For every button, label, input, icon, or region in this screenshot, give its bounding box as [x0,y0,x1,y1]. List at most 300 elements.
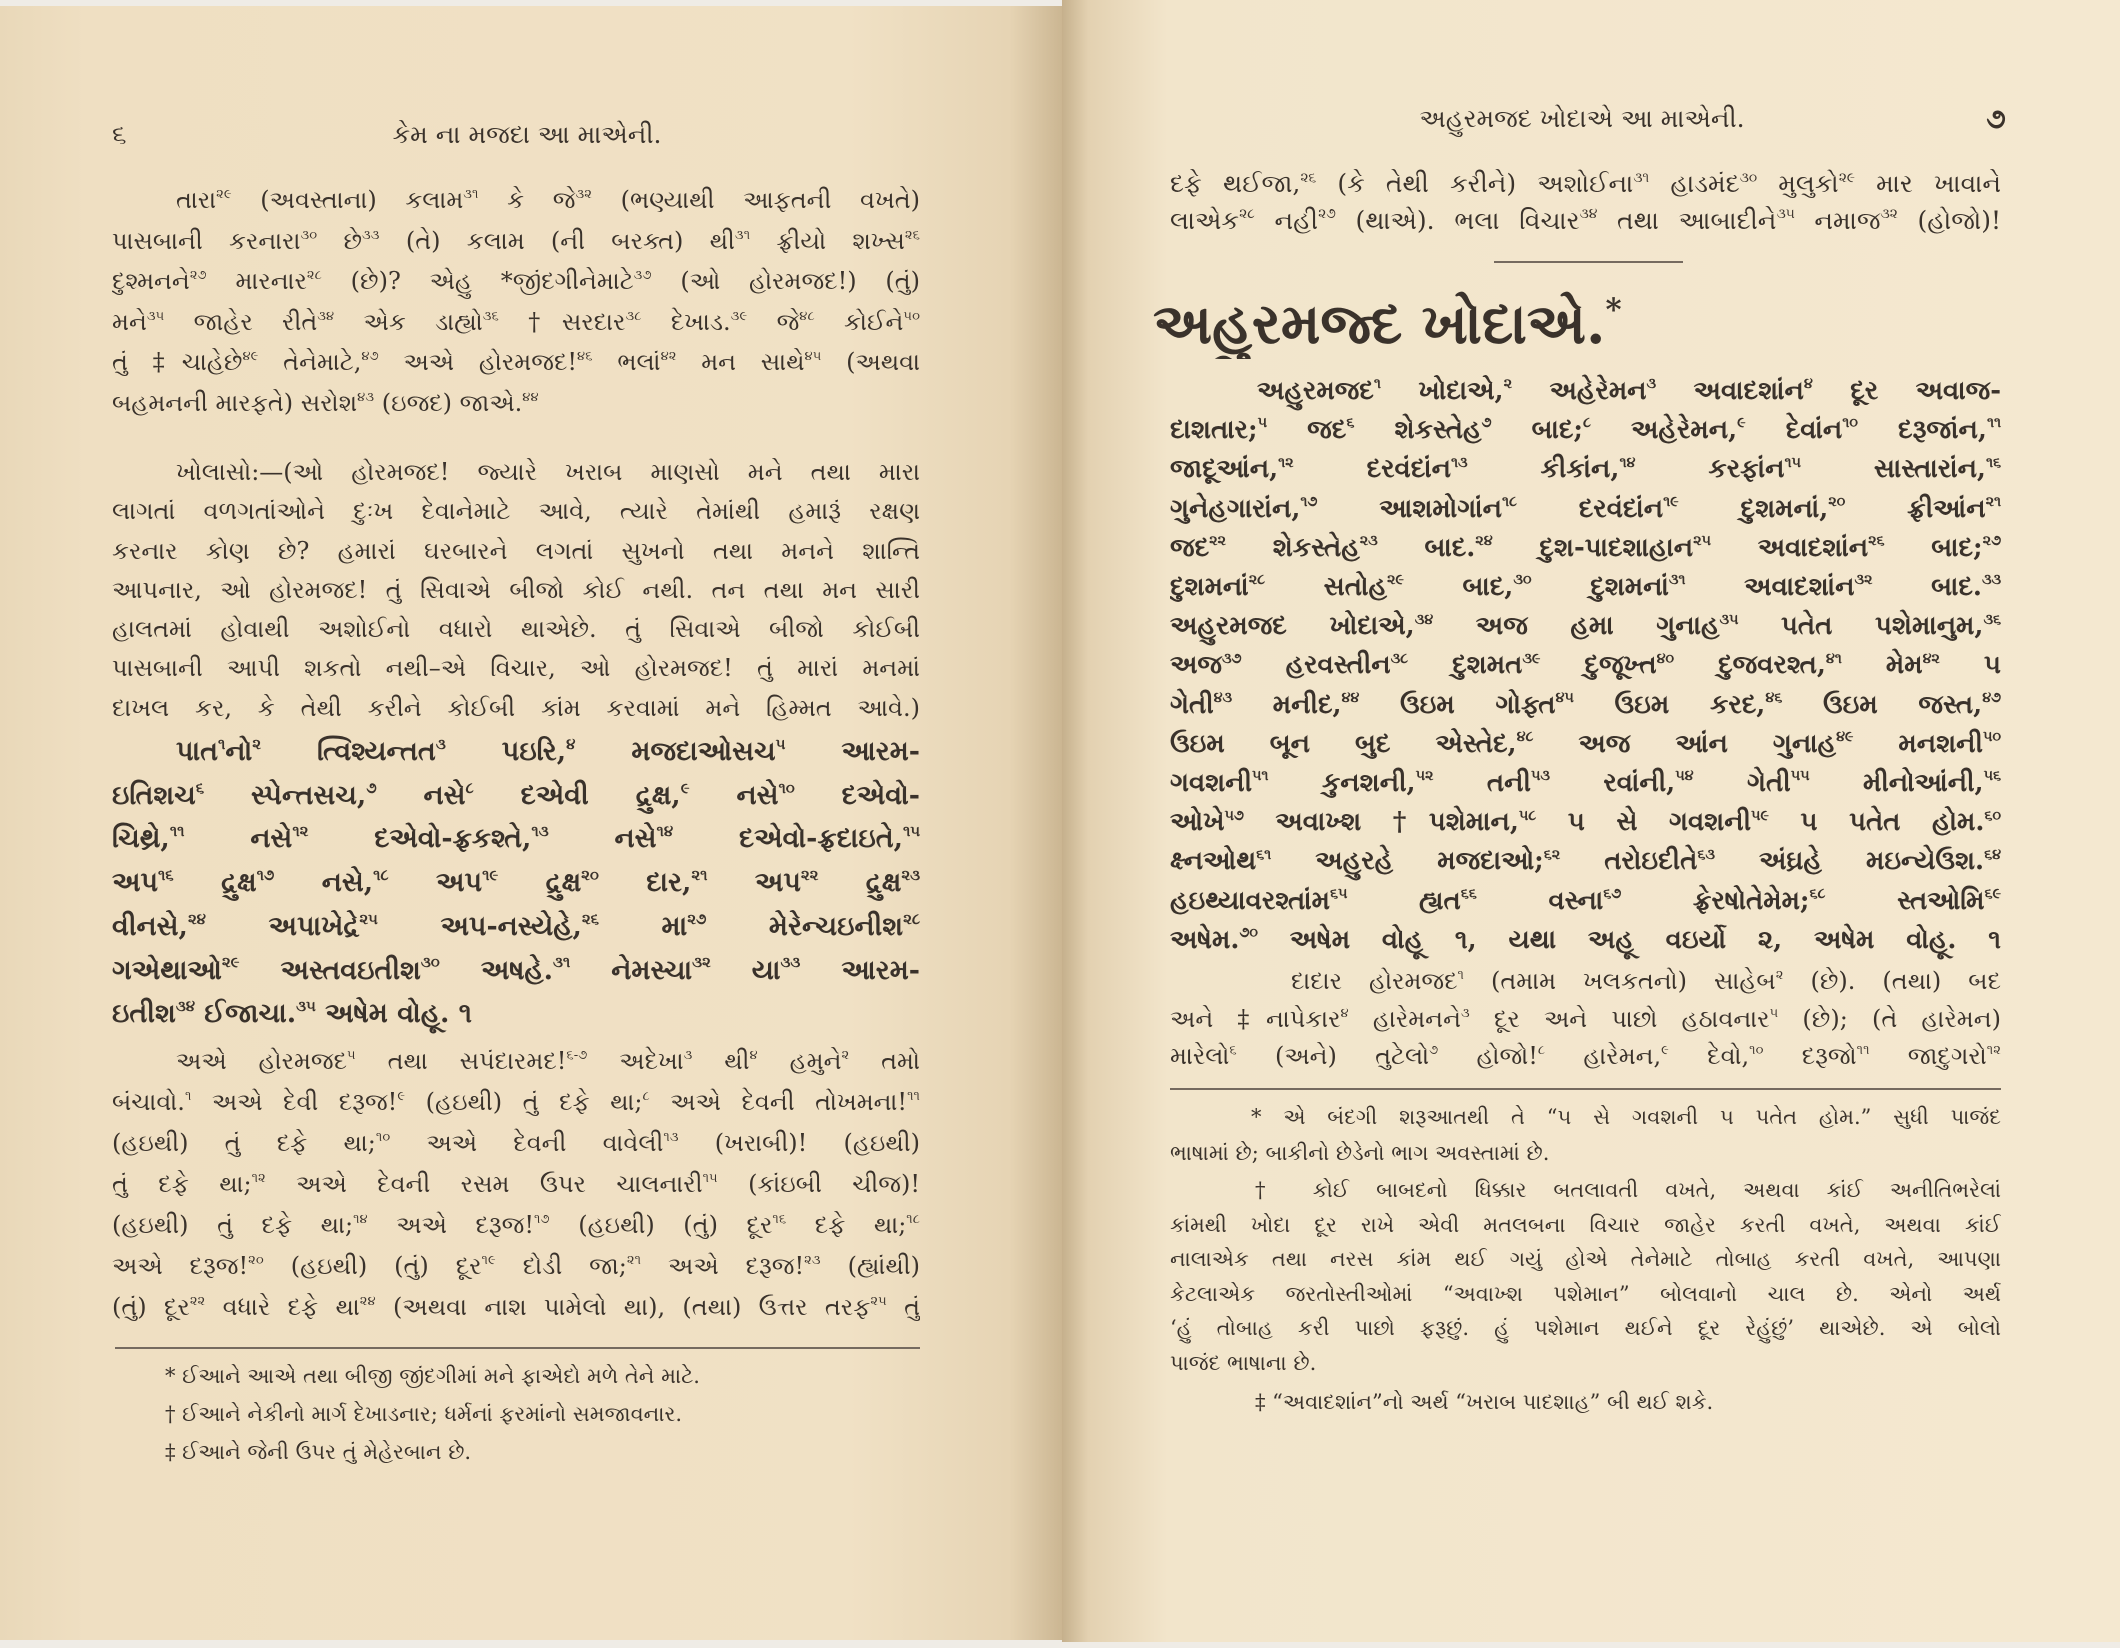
word-ref-number: ૨૪ [359,1294,376,1310]
word-ref-number: ૧૩ [663,1130,679,1146]
word-ref-number: ૩૦ [300,227,318,243]
text-run: ભલાં [592,348,661,376]
text-run: હ્યત [1347,885,1461,916]
word-ref-number: ૩૮ [625,308,642,324]
word-ref-number: ૧૦ [1842,415,1858,432]
text-run: અવાદશાંન [1685,572,1855,603]
text-run: જાહેર રીતે [164,307,318,336]
text-run: કોઈને [814,307,904,336]
text-run: (ભણ્યાથી આફતની વખતે) [591,186,920,214]
text-run: અવાદશાંન [1710,532,1869,563]
word-ref-number: ૯ [680,778,690,797]
right-page [1062,0,2120,1642]
word-ref-number: ૧૮ [373,865,389,884]
word-ref-number: ૬૫ [1329,885,1348,902]
word-ref-number: ૧૩ [531,822,549,841]
text-run: તું દફે થા; [112,1170,252,1198]
text-run: હારેમનને [1348,1004,1461,1033]
text-run: અએ દેવની તોખમના! [649,1088,908,1116]
text-run: અએ દરૂજ! [112,1252,249,1280]
word-ref-number: ૫ [1769,1005,1779,1021]
word-ref-number: ૫૬ [1983,768,2001,785]
word-ref-number: ૩૨ [575,187,592,203]
text-run: ફ્રેરષોતેમેમ; [1621,885,1810,916]
text-run: મુલુકો [1757,169,1839,198]
text-run: એક ડાહ્યો [334,307,483,336]
text-run: ‡ ઈઆને જેની ઉપર તું મેહેરબાન છે. [165,1440,472,1464]
text-run: મજદાઓસચ [575,736,776,767]
text-run: કાંમથી ખોદા દૂર રાખે એવી મતલબના વિચાર જાહેર કરતી વખતે, અથવા કાંઈ [1170,1212,2001,1237]
word-ref-number: ૪૮ [1516,729,1534,746]
text-run: શેકસ્તેહ [1225,532,1360,563]
text-run: દરૂજો [1763,1042,1857,1070]
text-run: દરવંદાંન [1293,454,1452,485]
text-run: જાદૂઆંન, [1170,454,1279,485]
word-ref-number: ૪૫ [804,349,822,365]
word-ref-number: ૪૭ [1982,689,2001,706]
word-ref-number: ૨૪ [1475,533,1493,550]
word-ref-number: ૧ [218,734,226,753]
text-run: ૫ સે ગવશની [1536,807,1752,838]
text-run: દુશમનાં [1170,572,1249,603]
text-run: અએ હોરમજદ [176,1047,348,1075]
word-ref-number: ૨૯ [1838,169,1855,186]
text-run: અદેખા [587,1047,684,1075]
word-ref-number: ૩ [1460,1005,1470,1021]
footnote-2 [1170,1173,2001,1381]
word-ref-number: ૯ [1661,1043,1669,1059]
word-ref-number: ૫૨ [1415,768,1434,785]
text-run: * એ બંદગી શરૂઆતથી તે “૫ સે ગવશની ૫ પતેત હોમ.” સુધી પાજંદ [1251,1105,2001,1129]
text-run: ઓખે [1170,807,1225,838]
text-line [1170,963,2001,1001]
explanation-paragraph [112,453,920,728]
text-line [112,1357,920,1395]
word-ref-number: ૧૭ [256,865,275,884]
text-run: જાદુગરો [1869,1042,1987,1070]
text-run: ઇતીશ [112,998,176,1030]
left-page [0,6,1062,1640]
continued-translation [1170,166,2001,239]
word-ref-number: ૧૪ [656,822,674,841]
text-line [112,992,920,1036]
text-run: ગએથાઓ [112,954,222,986]
text-run: થી [692,1047,750,1075]
word-ref-number: ૩૭ [1222,650,1242,667]
text-line [1170,529,2001,568]
text-line [1170,646,2001,685]
text-line [112,571,920,610]
word-ref-number: ૫ [775,734,786,753]
text-run: અહુરહે મજદાઓ; [1271,846,1544,877]
word-ref-number: ૧૮ [1501,493,1517,510]
text-line [112,861,920,905]
word-ref-number: ૧૧ [1856,1043,1870,1059]
word-ref-number: ૧૬ [1986,454,2001,471]
text-line [1170,490,2001,529]
text-run: તથા સપંદારમદ! [355,1047,567,1075]
text-run: અષેમ વોહૂ ૧, યથા અહૂ વઇર્યો ૨, અષેમ વોહૂ. ૧ [1257,924,2001,955]
word-ref-number: ૨૭ [189,268,207,284]
text-line [112,180,920,221]
word-ref-number: ૨૦ [248,1253,264,1269]
word-ref-number: ૩૫ [1719,611,1739,628]
word-ref-number: ૫૪ [1675,768,1694,785]
word-ref-number: ૨૧ [691,865,708,884]
word-ref-number: ૩ [683,1048,693,1064]
word-ref-number: ૨૦ [1828,493,1846,510]
text-run: (તમામ ખલકતનો) સાહેબ [1464,967,1776,995]
pazand-translation [1170,963,2001,1076]
word-ref-number: ૬૯ [1984,885,2001,902]
word-ref-number: ૫ [347,1048,356,1064]
text-run: ઈજાચા. [194,998,297,1030]
text-line [1170,686,2001,725]
text-run: પઇરિ, [445,736,567,767]
word-ref-number: ૯ [397,1089,406,1105]
word-ref-number: ૩૬ [1983,611,2001,628]
word-ref-number: ૧૭ [534,1212,550,1228]
word-ref-number: ૩૦ [420,953,440,972]
prayer-title [1153,289,1984,359]
avestan-translation [112,1041,920,1328]
text-run: અપ [707,867,801,899]
word-ref-number: ૮ [465,778,474,797]
text-run: (થાએ). ભલા વિચાર [1335,205,1580,235]
text-run: ઉઇમ કરદ, [1573,689,1766,720]
text-run: પાસબાની કરનારા [112,226,301,255]
word-ref-number: ૧૨ [1278,454,1294,471]
text-run: (અને) તુટેલો [1236,1042,1430,1070]
text-line [112,1205,920,1246]
word-ref-number: ૨૨ [800,865,819,884]
word-ref-number: ૩૮ [1390,650,1409,667]
word-ref-number: ૧૯ [1663,493,1679,510]
text-run: અએ દેવની વાવેલી [390,1129,664,1157]
word-ref-number: ૩૧ [734,227,751,243]
word-ref-number: ૨૫ [870,1294,887,1310]
text-run: અપ [112,867,159,899]
text-run: (હ્યાંથી) [820,1252,920,1280]
word-ref-number: ૧૫ [903,822,920,841]
text-run: આરમ- [800,954,920,986]
word-ref-number: ૫૫ [1790,768,1810,785]
text-run: બંચાવો. [112,1088,185,1116]
text-run: દરવંદાંન [1516,493,1664,524]
text-run: †સરદાર [498,307,626,336]
text-run: દુશમનાં, [1678,493,1829,524]
text-run: નસે [548,823,657,855]
running-title: કેમ ના મજદા આ માએની. [392,120,662,149]
text-line [1170,1384,2001,1420]
word-ref-number: ૩૩ [780,953,801,972]
text-run: વધારે દફે થા [205,1293,360,1321]
text-run: અપાખેદ્રે [205,910,360,942]
text-run: અપ-નસ્યેહે, [377,910,582,942]
text-line [112,730,920,774]
text-run: દુશમનાં [1531,572,1669,603]
text-run: દુજવરશ્ત, [1674,650,1826,681]
word-ref-number: ૨૮ [1239,206,1255,223]
text-run: તું ‡ચાહેછે [112,348,243,376]
text-line [112,1246,920,1287]
word-ref-number: ૩૭ [633,268,652,284]
text-run: ખોલાસો:—(ઓ હોરમજદ! જ્યારે ખરાબ માણસો મને તથા મારા [176,458,920,486]
word-ref-number: ૧૨ [251,1171,266,1187]
text-run: દ્રુક્ષ [498,867,582,899]
word-ref-number: ૫૮ [1518,807,1537,824]
text-line [112,261,920,302]
text-run: (છે). (તથા) બદ [1783,967,2001,995]
text-line [112,689,920,728]
word-ref-number: ૬ [195,778,205,797]
word-ref-number: ૨૩ [804,1253,821,1269]
text-run: લાગતાં વળગતાંઓને દુઃખ દેવાનેમાટે આવે, ત્યારે તેમાંથી હમારૂં રક્ષણ [112,497,920,526]
text-line [112,1433,920,1471]
word-ref-number: ૪૯ [1836,729,1854,746]
text-run: કે જે [478,186,576,214]
text-run: રવાંની, [1549,768,1676,799]
text-run: (તું) દૂર [112,1293,190,1321]
text-run: દરૂજાંન, [1857,415,1987,446]
word-ref-number: ૨૭ [687,909,707,928]
text-run: (હોજો)! [1897,205,2001,235]
text-line [112,532,920,571]
text-run: તની [1433,768,1531,799]
text-run: શેકસ્તેહ [1354,415,1482,446]
word-ref-number: ૧૬ [772,1212,787,1228]
text-run: † કોઈ બાબદનો ધિક્કાર બતલાવતી વખતે, અથવા કાંઈ અનીતિભરેલાં [1255,1178,2001,1202]
running-title: અહુરમજદ ખોદાએ આ માએની. [1419,104,1745,133]
text-run: પાત [176,736,219,767]
word-ref-number: ૮ [1537,1043,1546,1059]
text-run: અએ દરૂજ! [641,1252,805,1280]
word-ref-number: ૫૧ [1252,768,1269,785]
word-ref-number: ૨૧ [626,1253,642,1269]
text-run: સતોહ [1264,572,1387,603]
text-run: મારનાર [206,267,307,295]
word-ref-number: ૨૭ [1982,533,2001,550]
text-run: મનીદ, [1232,689,1342,720]
word-ref-number: ૨ [252,734,261,753]
word-ref-number: ૧૬ [158,865,174,884]
text-line [1170,1242,2001,1277]
text-run: (ઇજદ) જાએ. [374,388,523,417]
word-ref-number: ૧ [1457,968,1465,984]
text-run: ગુનેહગારાંન, [1170,493,1301,524]
text-line [1170,166,2001,203]
text-run: પતેત પશેમાનુમ, [1738,611,1984,642]
text-line [112,1041,920,1082]
text-run: દુજૂખ્ત [1540,650,1657,681]
word-ref-number: ૧૯ [481,1253,496,1269]
text-run: નેમસ્ચા [570,954,693,986]
text-run: મારેલો [1170,1042,1230,1070]
text-run: અએ હોરમજદ! [378,348,578,376]
word-ref-number: ૩૪ [317,308,335,324]
text-run: દેવો, [1668,1042,1750,1070]
word-ref-number: ૪૨ [1922,650,1940,667]
word-ref-number: ૪૨ [660,349,677,365]
text-line [1170,725,2001,764]
text-run: દાર, [598,867,692,899]
text-line [112,492,920,531]
text-run: હાલતમાં હોવાથી અશોઈનો વધારો થાએછે. તું સિવાએ બીજો કોઈબી [112,615,920,644]
text-run: (અથવા નાશ પામેલો થા), (તથા) ઉત્તર તરફ [375,1293,871,1321]
text-run: અએ દેવી દરૂજ! [191,1088,398,1116]
text-line [112,453,920,492]
word-ref-number: ૬૬ [1460,885,1477,902]
text-run: દોડી જા; [495,1252,627,1280]
word-ref-number: ૩૨ [692,953,711,972]
word-ref-number: ૨૯ [216,187,232,203]
text-run: તેનેમાટે, [258,348,362,376]
text-run: અહુરમજદ ખોદાએ, [1170,611,1415,642]
text-run: વસ્ના [1476,885,1604,916]
text-run: દએવો-ફ્રકશ્તે, [308,823,532,855]
text-run: નસે [689,779,779,811]
text-line [1170,1173,2001,1208]
footnote-rule [115,1347,920,1349]
word-ref-number: ૬ [1346,415,1355,432]
text-run: મન સાથે [676,348,805,376]
word-ref-number: ૨૨ [1209,533,1226,550]
text-run: (ખરાબી)! (હઇથી) [678,1129,920,1157]
text-run: કેટલાએક જરતોસ્તીઓમાં “અવાખ્શ પશેમાન” બોલવાનો ચાલ છે. એનો અર્થ [1170,1281,2001,1306]
word-ref-number: ૩૬ [482,308,499,324]
word-ref-number: ૬૦ [1984,807,2001,824]
text-run: અહુરમજ્દ ખોદાએ. [1153,291,1606,357]
text-run: અષહે. [439,954,554,986]
text-run: દએવો-ફ્રદાઇતે, [673,823,903,855]
word-ref-number: ૩૩ [362,227,380,243]
text-line [1170,411,2001,450]
text-run: ઉઇમ ગોફ્ત [1359,689,1556,720]
text-run: અવાદશાંન [1656,376,1804,406]
word-ref-number: ૬-૭ [566,1048,588,1064]
text-line [112,302,920,343]
word-ref-number: ૬૨ [1543,846,1561,863]
text-line [1170,450,2001,489]
text-run: હાડમંદ [1649,169,1740,198]
text-line [1170,568,2001,607]
text-run: કરનાર કોણ છે? હમારાં ઘરબારને લગતાં સુખનો તથા મનને શાન્તિ [112,536,920,565]
word-ref-number: ૧૯ [482,865,499,884]
text-run: ગેતી [1693,768,1791,799]
text-run: બહમનની મારફતે) સરોશ [112,388,358,417]
text-run: કરફાંન [1635,454,1785,485]
text-run: બાદ, [1403,572,1514,603]
text-line [1170,1099,2001,1135]
text-run: ત્વિશ્યન્તત [260,736,436,767]
text-run: દફે થા; [786,1211,907,1239]
text-run: દાશતાર; [1170,415,1258,446]
text-run: મેમ [1841,650,1923,681]
text-run: અહુરમજદ [1257,376,1374,406]
word-ref-number: ૨૦ [581,865,599,884]
text-line [1170,1208,2001,1243]
word-ref-number: ૩૩ [1981,572,2001,589]
text-run: તારા [176,186,217,214]
footnotes [112,1357,920,1471]
text-line [1170,764,2001,803]
text-run: (હઇથી) તું દફે થા; [405,1088,643,1116]
text-run: કીકાંન, [1467,454,1620,485]
word-ref-number: ૪૧ [1825,650,1842,667]
word-ref-number: ૨૯ [1386,572,1404,589]
text-line [1170,842,2001,881]
word-ref-number: ૧૨ [1986,1043,2001,1059]
text-run: મનશની [1853,728,1983,759]
text-run: બાદ; [1884,532,1983,563]
text-line [112,905,920,949]
text-run: મીનોઆંની, [1809,768,1984,799]
word-ref-number: ૩૯ [1522,650,1541,667]
text-run: (હઇથી) તું દફે થા; [112,1129,376,1157]
text-run: ઉઇમ બૂન બુદ એસ્તેદ, [1170,728,1517,759]
text-run: (કાંઇબી ચીજ)! [717,1170,920,1198]
text-line [112,1287,920,1328]
text-run: (હઇથી) (તું) દૂર [549,1211,773,1239]
text-run: દૂર અને પાછો હઠાવનાર [1469,1004,1770,1033]
text-run: દ્રુક્ષ [818,867,902,899]
text-line [112,383,920,424]
word-ref-number: ૬૩ [1697,846,1715,863]
word-ref-number: ૧૦ [375,1130,391,1146]
avestan-text [112,730,920,1036]
text-run: વીનસે, [112,910,188,942]
word-ref-number: ૯ [1737,415,1746,432]
page-number: ૬ [112,120,127,150]
text-run: અહેરેમન [1512,376,1647,406]
text-run: ખોદાએ, [1380,376,1504,406]
word-ref-number: ૮ [642,1089,650,1105]
text-line [1170,1001,2001,1039]
word-ref-number: ૫૦ [1983,729,2001,746]
word-ref-number: ૨૬ [1300,169,1317,186]
text-run: ઉઇમ જસ્ત, [1782,689,1983,720]
word-ref-number: ૧૮ [906,1212,920,1228]
footnote-rule [1170,1088,2001,1090]
text-run: દેખાડ. [641,307,731,336]
word-ref-number: ૧૭ [1300,493,1318,510]
word-ref-number: ૨ [841,1048,850,1064]
text-run: ૫ પતેત હોમ. [1768,807,1985,838]
word-ref-number: ૪૩ [357,389,375,405]
text-run: આશમોગાંન [1317,493,1502,524]
text-run: અને ‡નાપેકાર [1170,1004,1341,1033]
text-line [112,1123,920,1164]
word-ref-number: ૧૩ [1451,454,1468,471]
word-ref-number: ૪૫ [1555,689,1574,706]
word-ref-number: ૩૦ [1513,572,1532,589]
word-ref-number: ૧૫ [702,1171,718,1187]
word-ref-number: ૨૩ [1359,533,1378,550]
text-run: * ઈઆને આએ તથા બીજી જીંદગીમાં મને ફાએદો મળે તેને માટે. [165,1364,700,1388]
text-run: અષેમ વોહૂ. ૧ [315,998,473,1030]
text-run: કુનશની, [1268,768,1416,799]
word-ref-number: ૩ [435,734,446,753]
word-ref-number: ૩૪ [1579,206,1598,223]
text-run: ગવશની [1170,768,1253,799]
text-run: અજ [1170,650,1223,681]
text-run: પાસબાની આપી શકતો નથી–એ વિચાર, ઓ હોરમજદ! તું મારાં મનમાં [112,654,920,683]
text-run: તું [886,1293,920,1321]
text-run: (કે તેથી કરીને) અશોઈના [1316,169,1634,198]
text-run: દાખલ કર, કે તેથી કરીને કોઈબી કાંમ કરવામાં મને હિમ્મત આવે.) [112,693,920,722]
word-ref-number: ૩૨ [1880,206,1898,223]
text-run: તમો [849,1047,920,1075]
